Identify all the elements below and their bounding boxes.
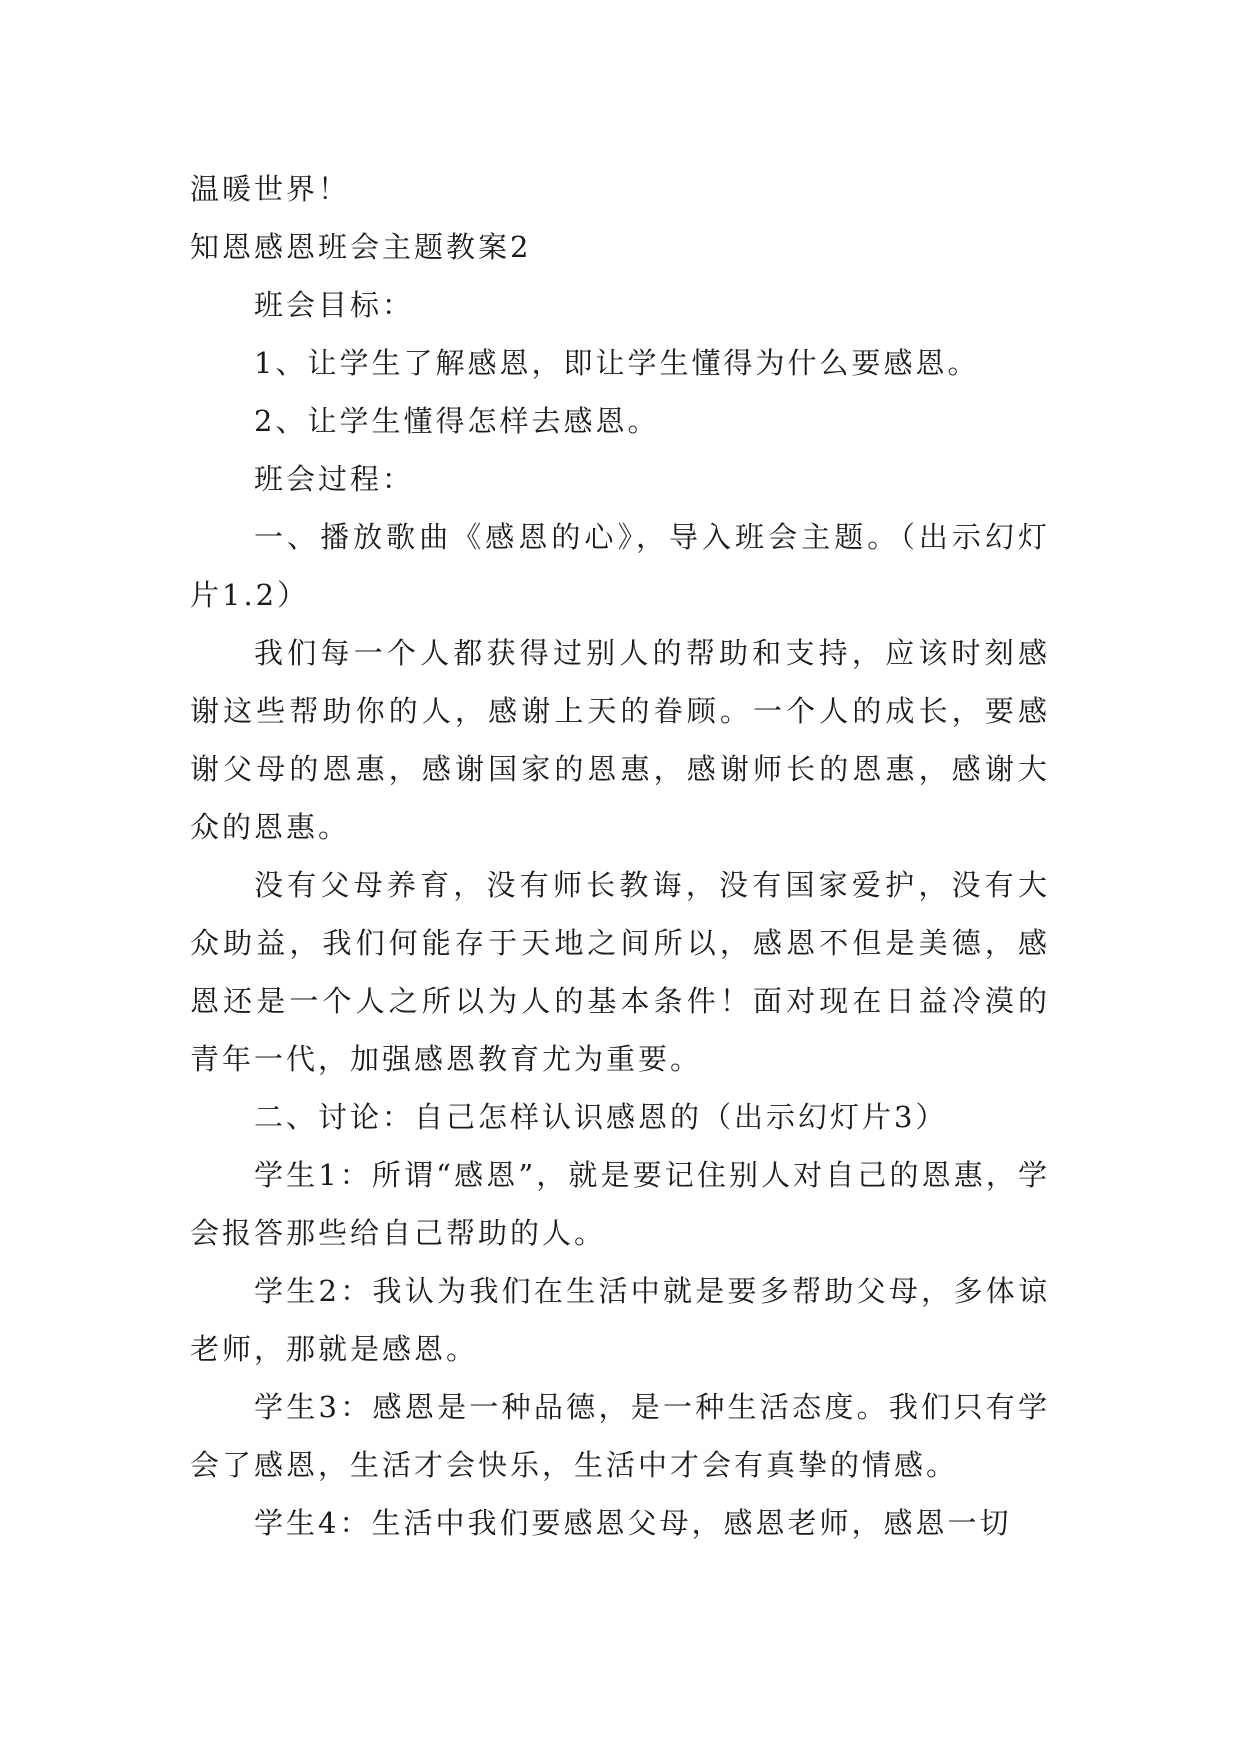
paragraph-student-3: 学生3：感恩是一种品德，是一种生活态度。我们只有学会了感恩，生活才会快乐，生活中才会有真挚的情感。 <box>190 1390 1050 1482</box>
paragraph-body-1: 我们每一个人都获得过别人的帮助和支持，应该时刻感谢这些帮助你的人，感谢上天的眷顾。一个人的成长，要感谢父母的恩惠，感谢国家的恩惠，感谢师长的恩惠，感谢大众的恩惠。 <box>190 636 1050 844</box>
paragraph-body-2: 没有父母养育，没有师长教诲，没有国家爱护，没有大众助益，我们何能存于天地之间所以，感恩不但是美德，感恩还是一个人之所以为人的基本条件！面对现在日益冷漠的青年一代，加强感恩教育尤为重要。 <box>190 868 1050 1076</box>
paragraph-student-1: 学生1：所谓“感恩”，就是要记住别人对自己的恩惠，学会报答那些给自己帮助的人。 <box>190 1158 1050 1250</box>
paragraph-student-4: 学生4：生活中我们要感恩父母，感恩老师，感恩一切 <box>254 1506 1012 1540</box>
paragraph-step-1: 一、播放歌曲《感恩的心》，导入班会主题。（出示幻灯片1.2） <box>190 520 1050 612</box>
section-heading: 知恩感恩班会主题教案2 <box>190 230 532 264</box>
paragraph-goal-heading: 班会目标： <box>254 288 415 322</box>
paragraph-goal-1: 1、让学生了解感恩，即让学生懂得为什么要感恩。 <box>254 346 980 380</box>
paragraph-process-heading: 班会过程： <box>254 462 415 496</box>
document-page <box>190 160 1050 1552</box>
paragraph-goal-2: 2、让学生懂得怎样去感恩。 <box>254 404 660 438</box>
paragraph-student-2: 学生2：我认为我们在生活中就是要多帮助父母，多体谅老师，那就是感恩。 <box>190 1274 1050 1366</box>
text-line-continuation: 温暖世界！ <box>190 172 351 206</box>
paragraph-step-2: 二、讨论：自己怎样认识感恩的（出示幻灯片3） <box>254 1100 948 1134</box>
